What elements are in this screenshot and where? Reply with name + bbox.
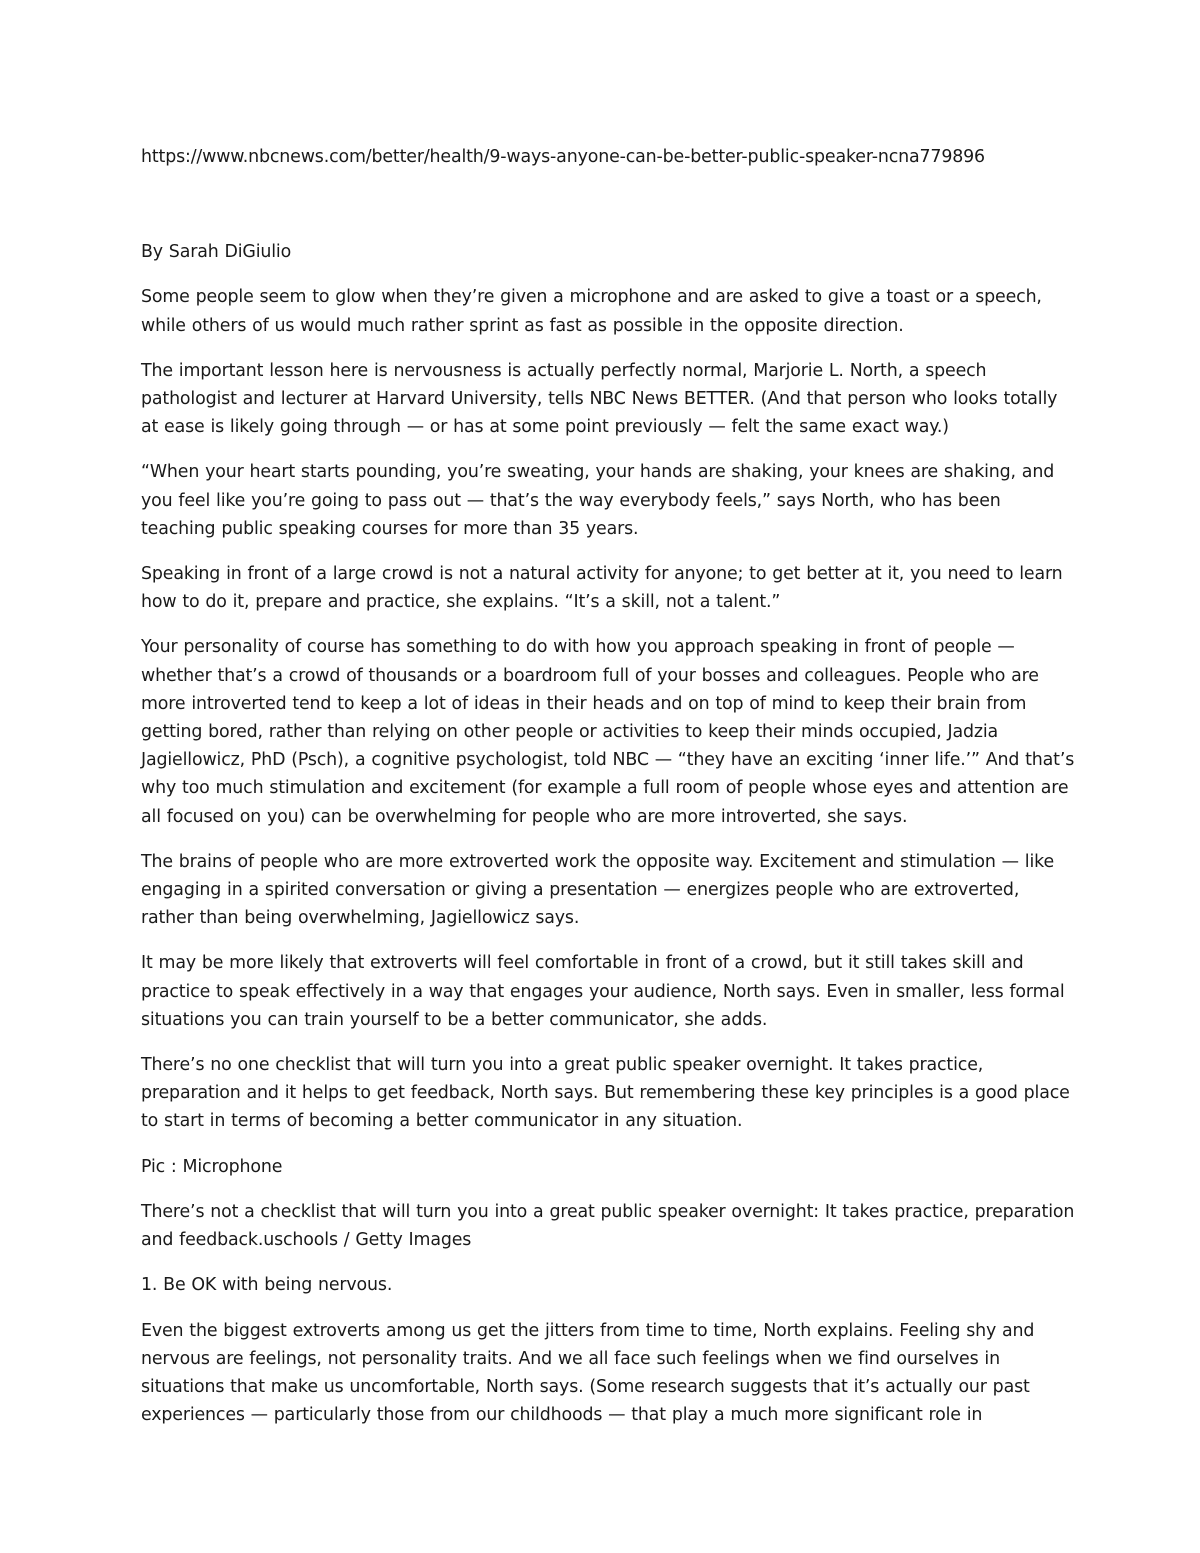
image-placeholder-note: Pic : Microphone [141,1156,283,1177]
paragraph: Even the biggest extroverts among us get the jitters from time to time, North explains. Feeling shy and nervous are feelings, not personality traits. And we all face such feelings when we find ourselves in situations that make us uncomfortable, North says. (Some research suggests that it’s actually our past experiences — particularly those from our childhoods — that play a much more significant role in [141,1320,1035,1426]
paragraph: The important lesson here is nervousness is actually perfectly normal, Marjorie L. North, a speech pathologist and lecturer at Harvard University, tells NBC News BETTER. (And that person who looks totally at ease is likely going through — or has at some point previously — felt the same exact way.) [141,360,1058,438]
paragraph: Your personality of course has something to do with how you approach speaking in front of people — whether that’s a crowd of thousands or a boardroom full of your bosses and colleagues. People who are more introverted tend to keep a lot of ideas in their heads and on top of mind to keep their brain from getting bored, rather than relying on other people or activities to keep their minds occupied, Jadzia Jagiellowicz, PhD (Psch), a cognitive psychologist, told NBC — “they have an exciting ‘inner life.’” And that’s why too much stimulation and excitement (for example a full room of people whose eyes and attention are all focused on you) can be overwhelming for people who are more introverted, she says. [141,637,1075,827]
image-caption: There’s not a checklist that will turn you into a great public speaker overnight: It takes practice, preparation and feedback.uschools / Getty Images [141,1201,1075,1251]
paragraph: It may be more likely that extroverts will feel comfortable in front of a crowd, but it still takes skill and practice to speak effectively in a way that engages your audience, North says. Even in smaller, less formal situations you can train yourself to be a better communicator, she adds. [141,953,1065,1030]
paragraph: There’s no one checklist that will turn you into a great public speaker overnight. It takes practice, preparation and it helps to get feedback, North says. But remembering these key principles is a good place to start in terms of becoming a better communicator in any situation. [141,1055,1070,1132]
byline: By Sarah DiGiulio [141,242,292,263]
paragraph: Some people seem to glow when they’re given a microphone and are asked to give a toast or a speech, while others of us would much rather sprint as fast as possible in the opposite direction. [141,287,1042,336]
document-body [141,143,1076,1446]
paragraph: “When your heart starts pounding, you’re sweating, your hands are shaking, your knees are shaking, and you feel like you’re going to pass out — that’s the way everybody feels,” says North, who has been teaching public speaking courses for more than 35 years. [141,462,1055,539]
paragraph: Speaking in front of a large crowd is not a natural activity for anyone; to get better at it, you need to learn how to do it, prepare and practice, she explains. “It’s a skill, not a talent.” [141,564,1063,613]
source-url: https://www.nbcnews.com/better/health/9-ways-anyone-can-be-better-public-speaker-ncna779896 [141,147,985,167]
paragraph: The brains of people who are more extroverted work the opposite way. Excitement and stimulation — like engaging in a spirited conversation or giving a presentation — energizes people who are extroverted, rather than being overwhelming, Jagiellowicz says. [141,851,1055,929]
section-heading: 1. Be OK with being nervous. [141,1275,393,1296]
